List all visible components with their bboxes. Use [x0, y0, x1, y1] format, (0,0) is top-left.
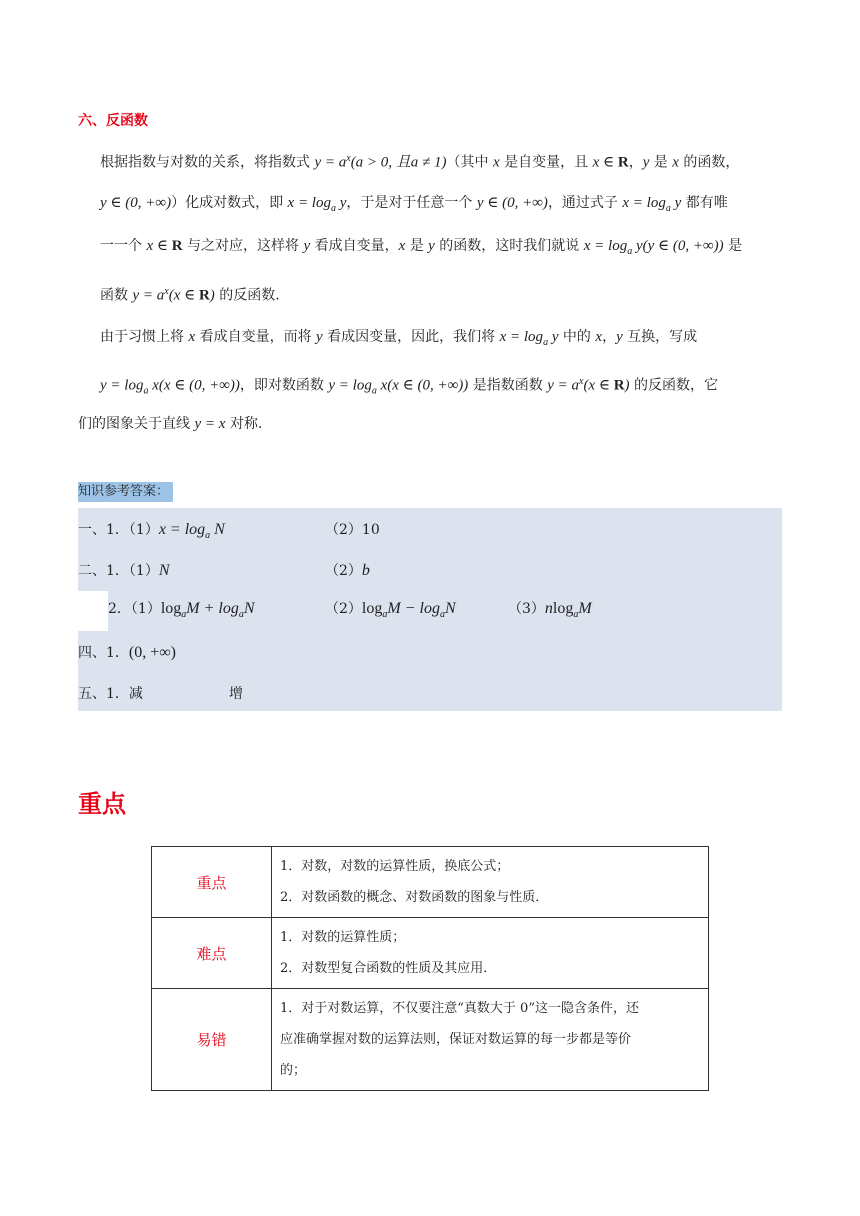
answer-row: 一、1．$(1)x = \log_a N$ [78, 521, 225, 541]
paragraph-line: 由于习惯上将 x 看成自变量，而将 y 看成因变量，因此，我们将 $x = \log_a y$ 中的 x，y 互换，写成 [100, 329, 698, 348]
answer-row: 二、1．（1）N [78, 562, 170, 579]
answers-label: 知识参考答案： [78, 482, 173, 502]
row-content: 1．对数的运算性质； 2．对数型复合函数的性质及其应用． [272, 918, 709, 989]
key-points-table [151, 846, 709, 1091]
answers-box-indent [78, 591, 108, 631]
answer-cell: （3）nlog$_a$M [508, 600, 592, 620]
row-content: 1．对数，对数的运算性质，换底公式； 2．对数函数的概念、对数函数的图象与性质． [272, 847, 709, 918]
table-row [152, 847, 709, 918]
table-row [152, 989, 709, 1091]
section-title: 六、反函数 [78, 113, 148, 129]
paragraph-line: 们的图象关于直线 y = x 对称. [78, 416, 263, 432]
answer-row: 四、1．(0, +∞) [78, 644, 177, 661]
row-label: 重点 [152, 847, 272, 918]
row-content: 1．对于对数运算，不仅要注意“真数大于 0”这一隐含条件，还 应准确掌握对数的运算法则，保证对数运算的每一步都是等价 的； [272, 989, 709, 1091]
paragraph-line: y ∈ (0, +∞)）化成对数式，即 $x = \log_a y$，于是对于任意一个 y ∈ (0, +∞)，通过式子 $x = \log_a y$ 都有唯 [100, 195, 728, 214]
row-label: 易错 [152, 989, 272, 1091]
answer-row: 2．$(1)\log_aM + \log_aN$ [108, 600, 255, 620]
row-label: 难点 [152, 918, 272, 989]
key-points-title: 重点 [78, 790, 126, 818]
answer-cell: （2）b [325, 562, 370, 579]
paragraph-line: 一一个 x ∈ R 与之对应，这样将 y 看成自变量，x 是 y 的函数，这时我们就说 $x = \log_a y(y$ ∈ (0, +∞)) 是 [100, 238, 743, 257]
answer-cell: （2）10 [325, 522, 380, 538]
table-row [152, 918, 709, 989]
paragraph-line: 根据指数与对数的关系，将指数式 $y = a^x(a > 0$, 且a ≠ 1)（其中 x 是自变量，且 x ∈ R，y 是 x 的函数， [100, 153, 740, 171]
paragraph-line: 函数 $y = a^x(x$ ∈ R) 的反函数. [100, 286, 280, 304]
paragraph-line: $y = \log_a x(x$ ∈ (0, +∞))，即对数函数 $y = \log_a x(x$ ∈ (0, +∞)) 是指数函数 $y = a^x(x$ ∈ R) 的反函数，它 [100, 376, 718, 397]
answer-cell: 增 [229, 686, 243, 702]
answer-row: 五、1．减 [78, 686, 143, 702]
answer-cell: $(2)\log_aM - \log_aN$ [325, 600, 456, 620]
